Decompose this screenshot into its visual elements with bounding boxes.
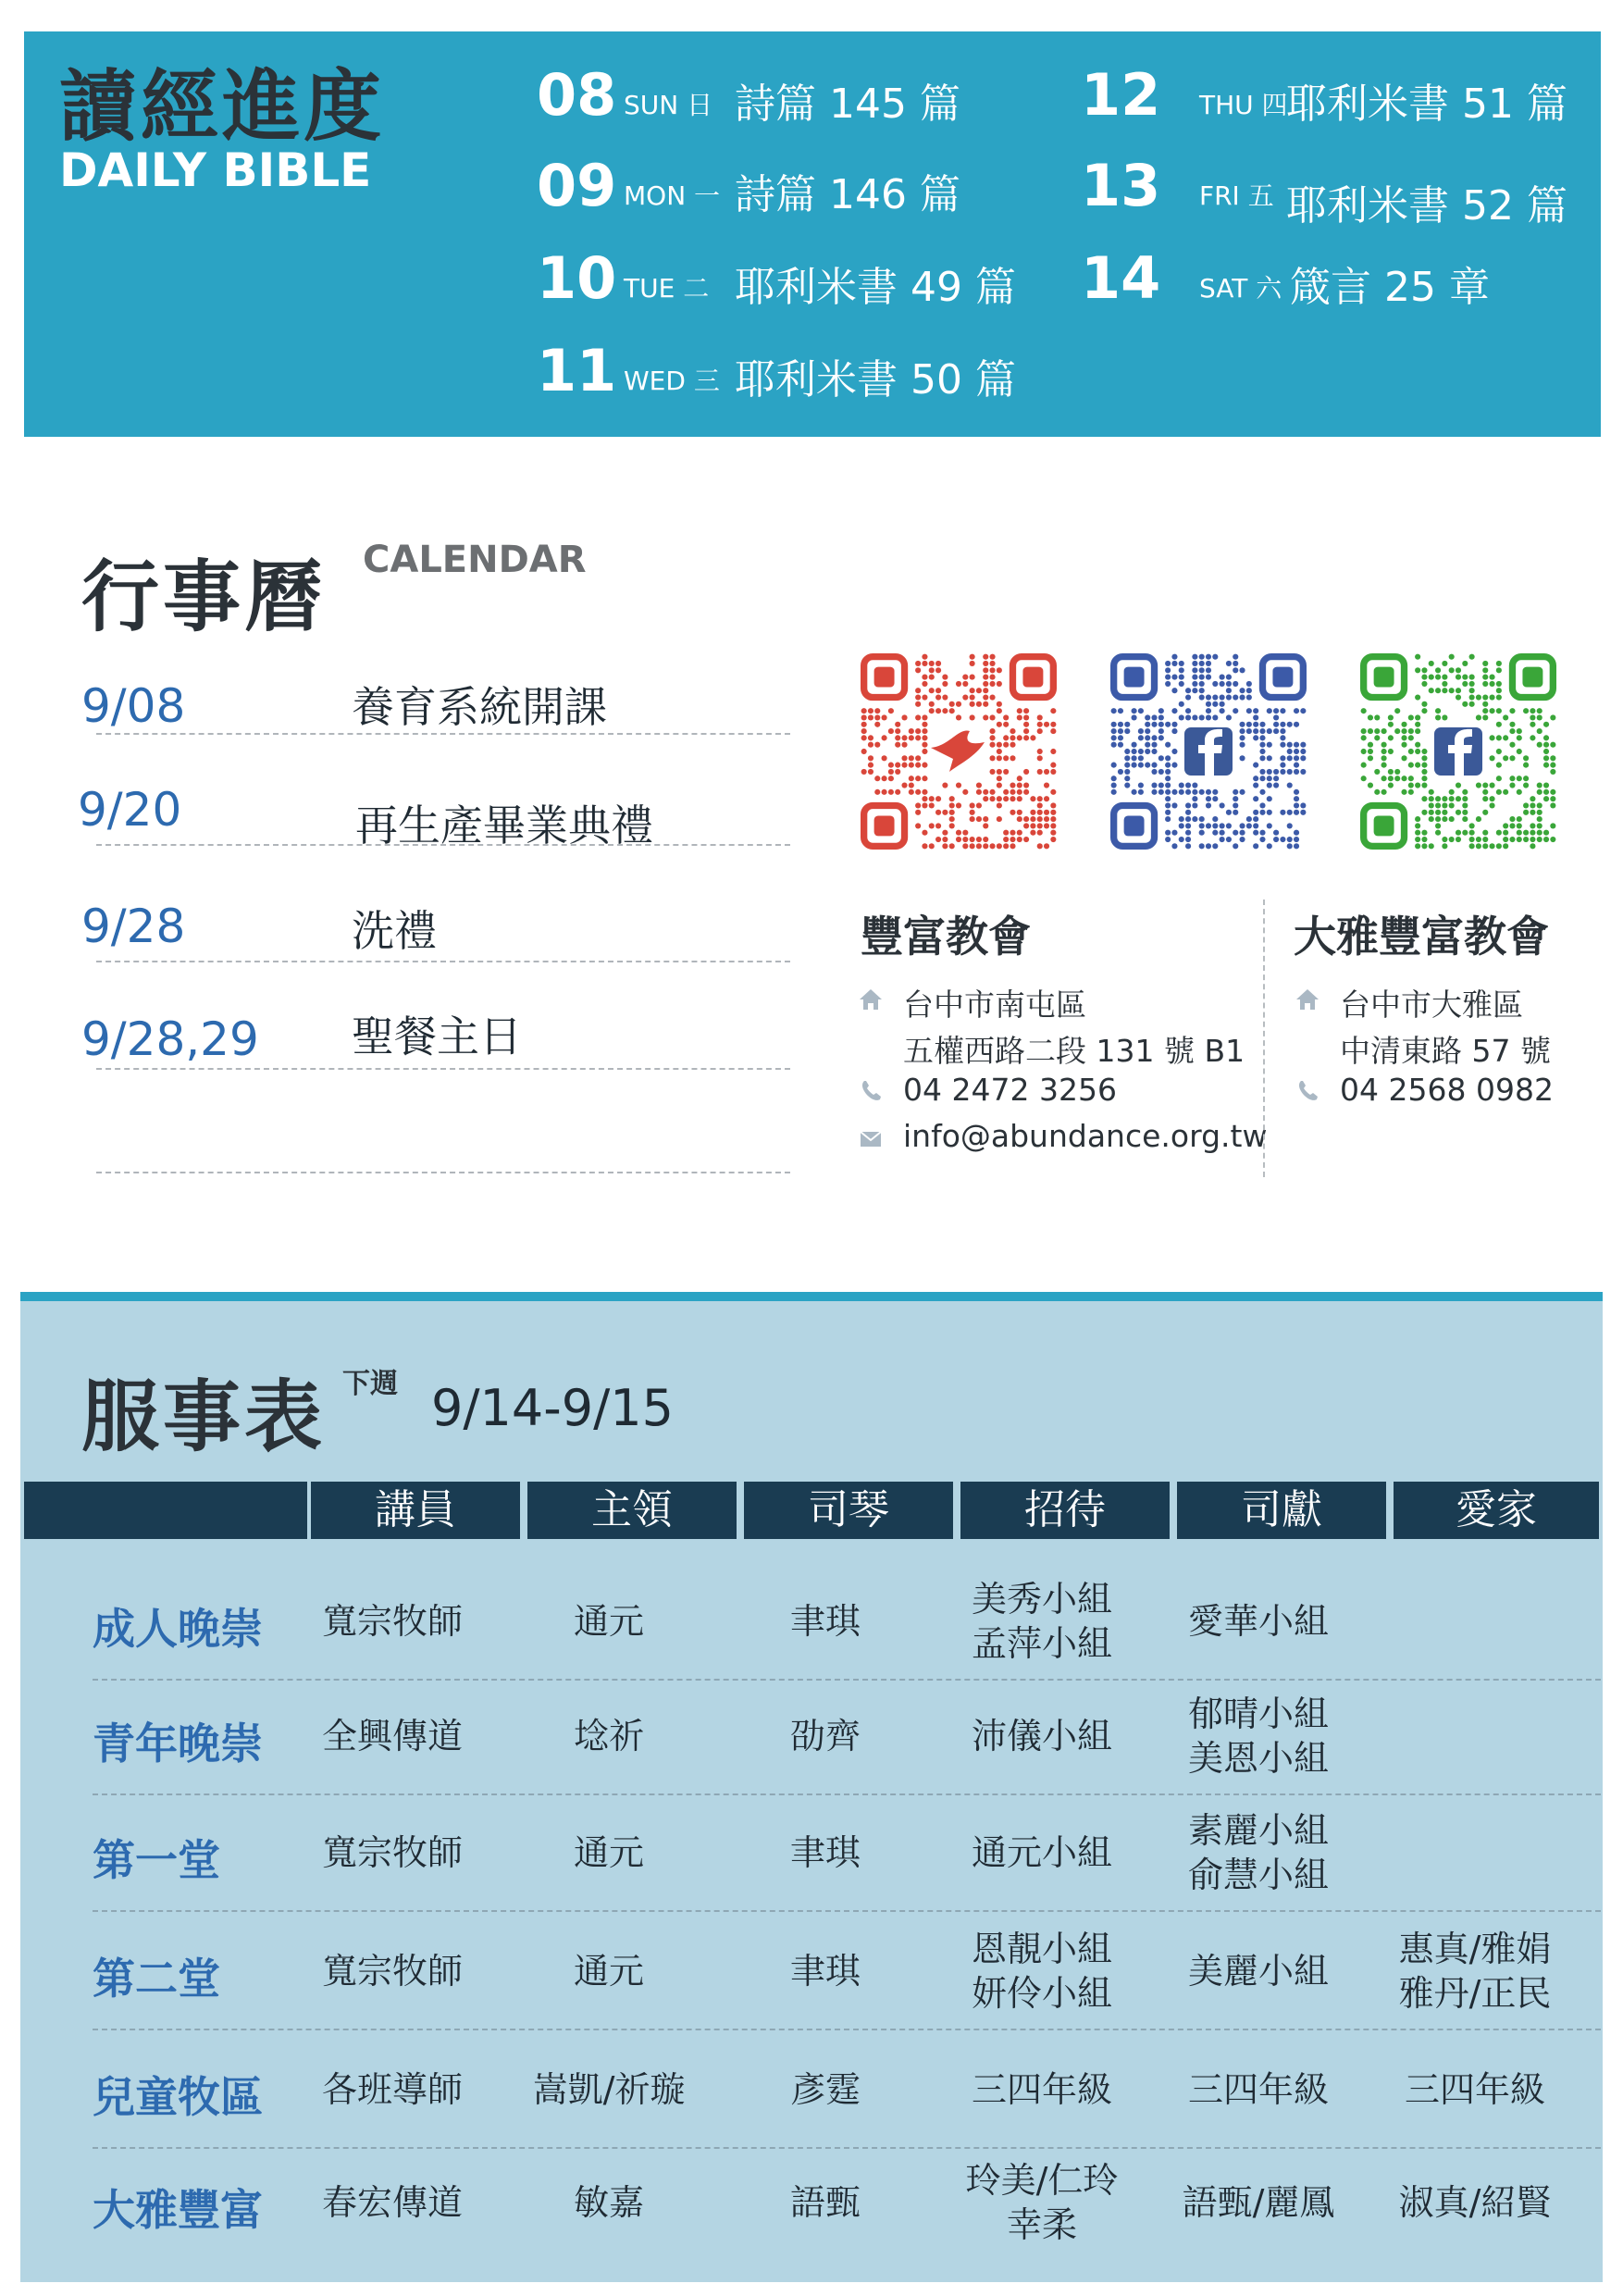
- table-cell: 沛儀小組: [971, 1716, 1112, 1756]
- table-cell: 三四年級: [971, 2069, 1112, 2110]
- reading-text: 箴言 25 章: [1290, 264, 1490, 311]
- header-blank: [24, 1482, 307, 1539]
- home-icon: [859, 987, 883, 1011]
- reading-day: 12: [1081, 61, 1161, 129]
- reading-weekday: THU 四: [1199, 90, 1288, 120]
- table-cell: 埝祈: [573, 1716, 644, 1756]
- reading-weekday: MON 一: [624, 180, 721, 211]
- row-divider: [93, 1793, 1601, 1795]
- calendar-title: 行事曆: [81, 552, 327, 642]
- table-cell: 素麗小組 俞慧小組: [1187, 1810, 1329, 1895]
- table-cell: 三四年級: [1404, 2069, 1545, 2110]
- reading-day: 14: [1081, 244, 1161, 312]
- table-cell: [1368, 1688, 1582, 1784]
- column-header: 司獻: [1177, 1482, 1386, 1539]
- reading-text: 詩篇 146 篇: [735, 171, 960, 218]
- event-date: 9/28,29: [81, 1012, 259, 1066]
- divider: [96, 1068, 790, 1070]
- divider: [20, 1292, 1603, 1301]
- divider: [96, 961, 790, 962]
- qr-code-facebook-daya[interactable]: [1360, 653, 1556, 850]
- reading-day: 11: [537, 337, 617, 404]
- reading-text: 耶利米書 49 篇: [735, 264, 1016, 311]
- table-cell: 劭齊: [789, 1716, 861, 1756]
- row-divider: [93, 1679, 1601, 1681]
- event-date: 9/28: [81, 900, 186, 953]
- column-header: 主領: [527, 1482, 737, 1539]
- bible-title: 讀經進度: [59, 61, 386, 152]
- event-name: 聖餐主日: [352, 1011, 522, 1061]
- event-date: 9/20: [78, 783, 182, 837]
- church-name: 大雅豐富教會: [1294, 912, 1549, 962]
- table-cell: 春宏傳道: [321, 2182, 463, 2223]
- bible-subtitle: DAILY BIBLE: [59, 143, 372, 197]
- table-cell: 嵩凱/祈璇: [532, 2069, 686, 2110]
- reading-weekday: FRI 五: [1199, 180, 1274, 211]
- event-name: 再生產畢業典禮: [355, 800, 653, 850]
- table-cell: 聿琪: [789, 1601, 861, 1642]
- church-phone: 04 2472 3256: [903, 1072, 1117, 1108]
- qr-code-facebook[interactable]: [1110, 653, 1307, 850]
- calendar-event: [81, 674, 790, 733]
- table-cell: 聿琪: [789, 1951, 861, 1992]
- table-cell: 通元: [573, 1601, 644, 1642]
- row-divider: [93, 2029, 1601, 2030]
- phone-icon: [859, 1079, 883, 1103]
- divider: [1263, 900, 1265, 1177]
- calendar-event: [81, 1003, 790, 1066]
- table-cell: 寬宗牧師: [321, 1951, 463, 1992]
- divider: [96, 733, 790, 735]
- row-label: 成人晚崇: [93, 1604, 263, 1654]
- next-week-label: 下週: [342, 1368, 398, 1400]
- reading-day: 10: [537, 244, 617, 312]
- divider: [96, 1172, 790, 1173]
- event-name: 養育系統開課: [352, 682, 607, 732]
- service-title: 服事表: [81, 1371, 327, 1462]
- reading-weekday: WED 三: [624, 366, 720, 396]
- calendar-event: [78, 783, 790, 850]
- church-address-line2: 五權西路二段 131 號 B1: [903, 1033, 1245, 1069]
- table-cell: [1368, 1805, 1582, 1901]
- reading-text: 詩篇 145 篇: [735, 81, 960, 128]
- table-cell: 語甄/麗鳳: [1182, 2182, 1335, 2223]
- mail-icon: [859, 1127, 883, 1151]
- table-cell: 淑真/紹賢: [1398, 2182, 1552, 2223]
- dove-icon: [931, 730, 985, 772]
- table-header: [24, 1482, 1599, 1539]
- table-cell: 恩靚小組 妍伶小組: [971, 1929, 1112, 2014]
- table-cell: 美麗小組: [1187, 1951, 1329, 1992]
- reading-day: 13: [1081, 152, 1161, 219]
- phone-icon: [1295, 1079, 1319, 1103]
- table-cell: [1368, 1573, 1582, 1669]
- reading-weekday: SUN 日: [624, 90, 713, 120]
- row-label: 第二堂: [93, 1954, 220, 2004]
- column-header: 講員: [311, 1482, 520, 1539]
- calendar-title-en: CALENDAR: [363, 539, 587, 581]
- church-address-line2: 中清東路 57 號: [1340, 1033, 1551, 1069]
- table-cell: 通元: [573, 1951, 644, 1992]
- divider: [96, 844, 790, 846]
- reading-day: 09: [537, 152, 617, 219]
- table-cell: 玲美/仁玲 幸柔: [965, 2160, 1119, 2245]
- home-icon: [1295, 987, 1319, 1011]
- facebook-icon: [1434, 727, 1482, 776]
- table-cell: 彥霆: [789, 2069, 861, 2110]
- service-date-range: 9/14-9/15: [431, 1379, 675, 1437]
- table-cell: 聿琪: [789, 1832, 861, 1873]
- facebook-icon: [1184, 727, 1233, 776]
- table-cell: 三四年級: [1187, 2069, 1329, 2110]
- table-cell: 通元: [573, 1832, 644, 1873]
- church-address-line1: 台中市大雅區: [1340, 987, 1523, 1023]
- row-divider: [93, 1910, 1601, 1912]
- church-name: 豐富教會: [861, 912, 1031, 962]
- table-cell: 語甄: [789, 2182, 861, 2223]
- table-cell: 全興傳道: [321, 1716, 463, 1756]
- table-cell: 愛華小組: [1187, 1601, 1329, 1642]
- event-name: 洗禮: [352, 906, 437, 956]
- table-cell: 郁晴小組 美恩小組: [1187, 1694, 1329, 1779]
- table-cell: 敏嘉: [573, 2182, 644, 2223]
- table-cell: 各班導師: [321, 2069, 463, 2110]
- qr-code-website[interactable]: [861, 653, 1057, 850]
- row-label: 兒童牧區: [93, 2072, 263, 2122]
- church-phone: 04 2568 0982: [1340, 1072, 1554, 1108]
- table-cell: 通元小組: [971, 1832, 1112, 1873]
- reading-weekday: SAT 六: [1199, 273, 1282, 304]
- reading-weekday: TUE 二: [624, 273, 710, 304]
- church-address-line1: 台中市南屯區: [903, 987, 1086, 1023]
- reading-text: 耶利米書 50 篇: [735, 356, 1016, 403]
- church-email[interactable]: info@abundance.org.tw: [903, 1118, 1268, 1154]
- column-header: 司琴: [744, 1482, 953, 1539]
- row-divider: [93, 2147, 1601, 2149]
- row-label: 大雅豐富: [93, 2185, 263, 2235]
- table-cell: 惠真/雅娟 雅丹/正民: [1398, 1929, 1552, 2014]
- table-cell: 美秀小組 孟萍小組: [971, 1579, 1112, 1664]
- reading-text: 耶利米書 51 篇: [1286, 81, 1567, 128]
- table-cell: 寬宗牧師: [321, 1601, 463, 1642]
- event-date: 9/08: [81, 679, 186, 733]
- reading-day: 08: [537, 61, 617, 129]
- row-label: 青年晚崇: [93, 1719, 263, 1769]
- calendar-event: [81, 898, 790, 956]
- column-header: 愛家: [1394, 1482, 1599, 1539]
- table-cell: 寬宗牧師: [321, 1832, 463, 1873]
- column-header: 招待: [960, 1482, 1170, 1539]
- reading-text: 耶利米書 52 篇: [1286, 182, 1567, 230]
- row-label: 第一堂: [93, 1835, 220, 1885]
